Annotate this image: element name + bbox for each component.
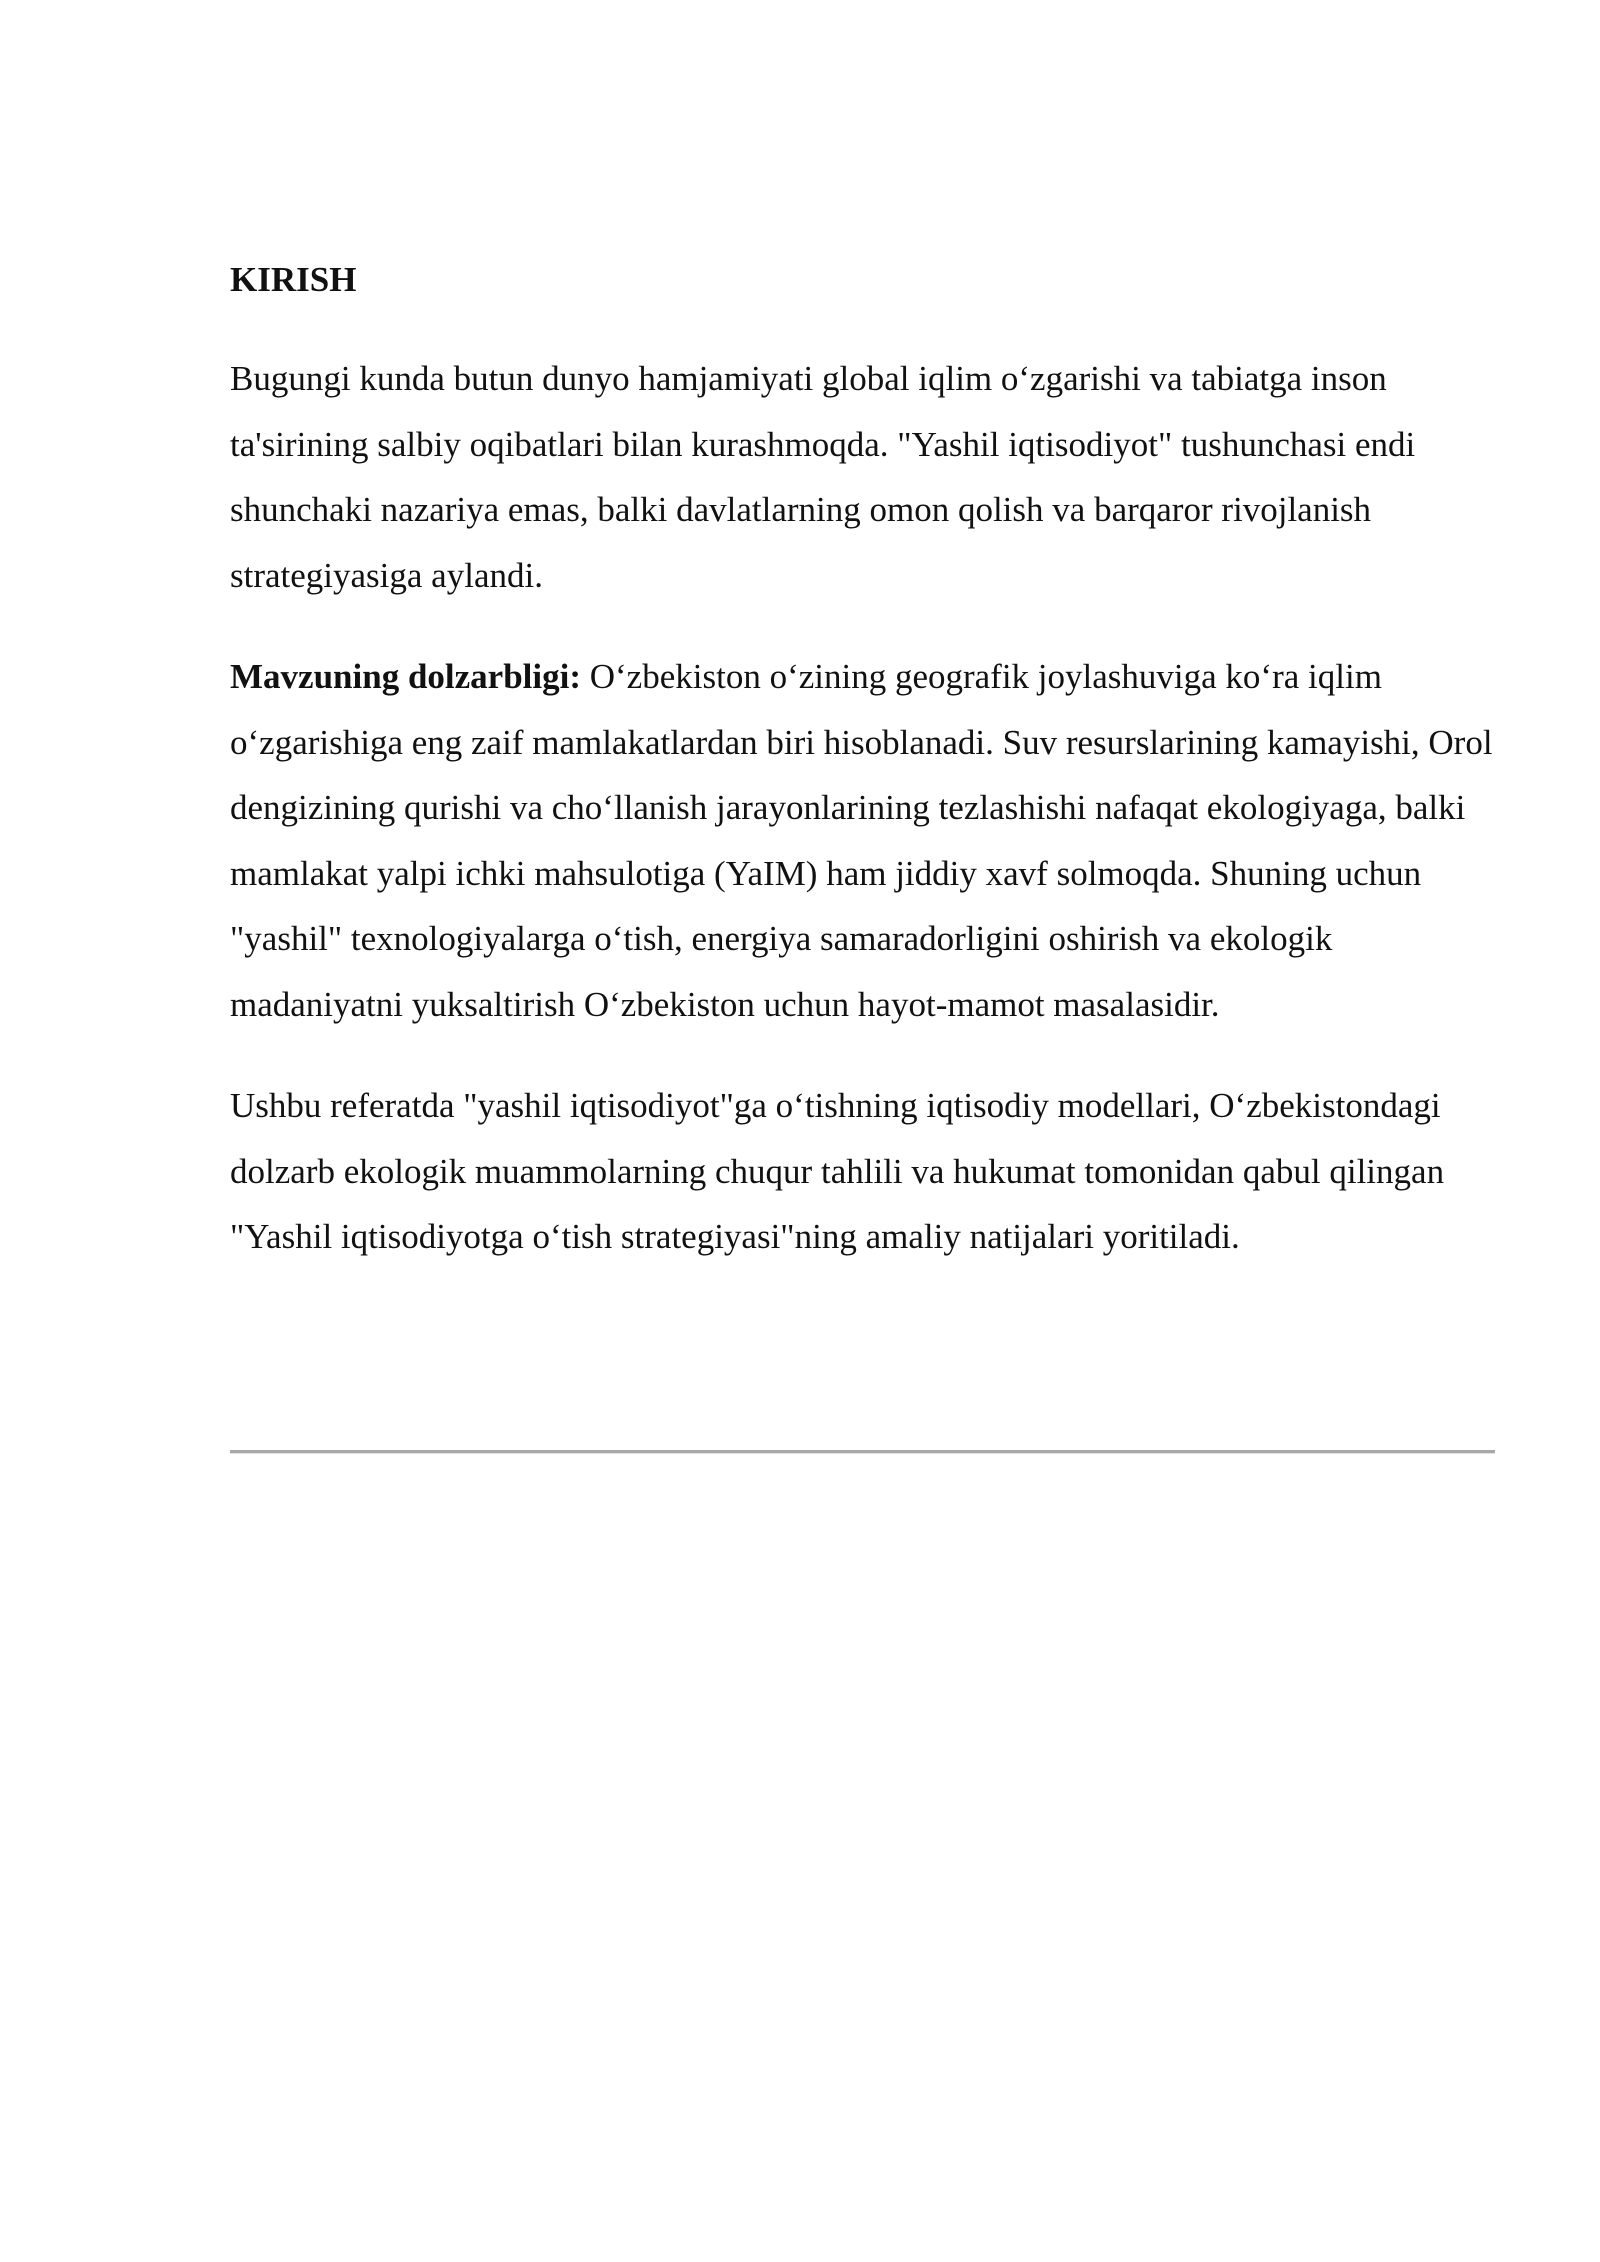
relevance-paragraph [230, 644, 1500, 1037]
horizontal-divider [230, 1450, 1495, 1454]
section-heading: KIRISH [230, 260, 357, 299]
scope-paragraph: Ushbu referatda "yashil iqtisodiyot"ga o‘tishning iqtisodiy modellari, O‘zbekistondagi dolzarb ekologik muammolarning chuqur tahlili va hukumat tomonidan qabul qilingan "Yashil iqtisodiyotga o‘tish strategiyasi"ning amaliy natijalari yoritiladi. [230, 1086, 1445, 1256]
document-page [230, 250, 1500, 1306]
relevance-label: Mavzuning dolzarbligi: [230, 657, 581, 696]
relevance-text: O‘zbekiston o‘zining geografik joylashuviga ko‘ra iqlim o‘zgarishiga eng zaif mamlakatlardan biri hisoblanadi. Suv resurslarining kamayishi, Orol dengizining qurishi va cho‘llanish jarayonlarining tezlashishi nafaqat ekologiyaga, balki mamlakat yalpi ichki mahsulotiga (YaIM) ham jiddiy xavf solmoqda. Shuning uchun "yashil" texnologiyalarga o‘tish, energiya samaradorligini oshirish va ekologik madaniyatni yuksaltirish O‘zbekiston uchun hayot-mamot masalasidir. [230, 657, 1493, 1024]
intro-paragraph: Bugungi kunda butun dunyo hamjamiyati global iqlim o‘zgarishi va tabiatga inson ta'sirining salbiy oqibatlari bilan kurashmoqda. "Yashil iqtisodiyot" tushunchasi endi shunchaki nazariya emas, balki davlatlarning omon qolish va barqaror rivojlanish strategiyasiga aylandi. [230, 359, 1416, 595]
